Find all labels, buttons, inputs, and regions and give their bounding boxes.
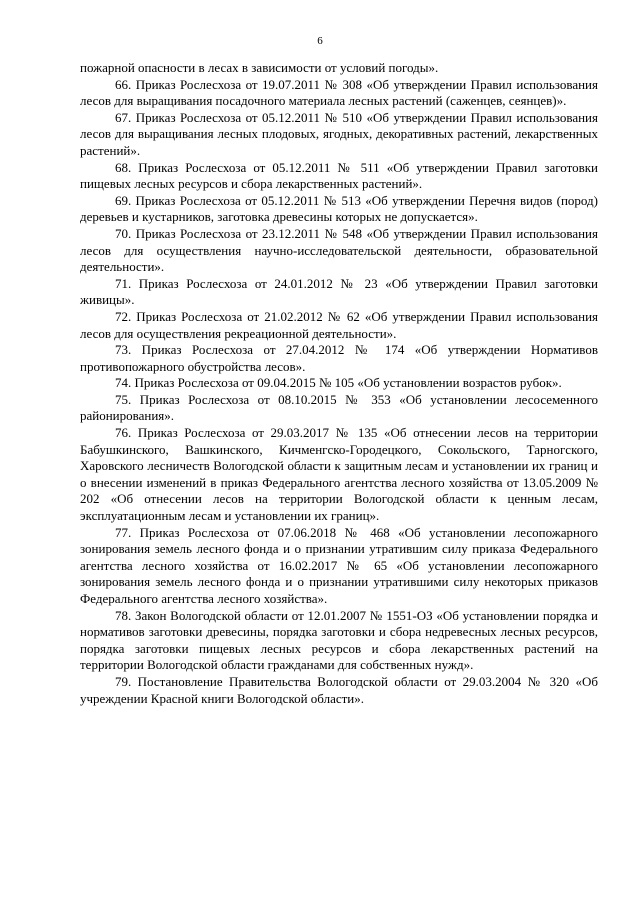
list-item-68: 68. Приказ Рослесхоза от 05.12.2011 № 511 «Об утверждении Правил заготовки пищевых лесных ресурсов и сбора лекарственных растений». [80, 159, 598, 192]
document-body [80, 60, 598, 707]
list-item-77: 77. Приказ Рослесхоза от 07.06.2018 № 468 «Об установлении лесопожарного зонирования земель лесного фонда и о признании утратившим силу приказа Федерального агентства лесного хозяйства от 16.02.2017 № 65 «Об установлении лесопожарного зонирования земель лесного фонда и о признании утратившими силу некоторых приказов Федерального агентства лесного хозяйства». [80, 524, 598, 606]
list-item-70: 70. Приказ Рослесхоза от 23.12.2011 № 548 «Об утверждении Правил использования лесов для осуществления научно-исследовательской деятельности, образовательной деятельности». [80, 225, 598, 275]
list-item-66: 66. Приказ Рослесхоза от 19.07.2011 № 308 «Об утверждении Правил использования лесов для выращивания посадочного материала лесных растений (саженцев, сеянцев)». [80, 76, 598, 109]
paragraph-continuation: пожарной опасности в лесах в зависимости от условий погоды». [80, 60, 439, 75]
page-number: 6 [317, 35, 323, 47]
list-item-76: 76. Приказ Рослесхоза от 29.03.2017 № 135 «Об отнесении лесов на территории Бабушкинского, Вашкинского, Кичменгско-Городецкого, Сокольского, Тарногского, Харовского лесничеств Вологодской области к защитным лесам и установлении их границ и о внесении изменений в приказ Федерального агентства лесного хозяйства от 13.05.2009 № 202 «Об отнесении лесов на территории Вологодской области к ценным лесам, эксплуатационным лесам и установлении их границ». [80, 425, 598, 524]
list-item-78: 78. Закон Вологодской области от 12.01.2007 № 1551-ОЗ «Об установлении порядка и нормативов заготовки древесины, порядка заготовки и сбора недревесных лесных ресурсов, порядка заготовки пищевых лесных ресурсов и сбора лекарственных растений на территории Вологодской области гражданами для собственных нужд». [80, 607, 598, 673]
list-item-74: 74. Приказ Рослесхоза от 09.04.2015 № 105 «Об установлении возрастов рубок». [115, 375, 562, 391]
list-item-79: 79. Постановление Правительства Вологодской области от 29.03.2004 № 320 «Об учреждении Красной книги Вологодской области». [80, 673, 598, 706]
list-item-67: 67. Приказ Рослесхоза от 05.12.2011 № 510 «Об утверждении Правил использования лесов для выращивания лесных плодовых, ягодных, декоративных растений, лекарственных растений». [80, 109, 598, 158]
list-item-69: 69. Приказ Рослесхоза от 05.12.2011 № 513 «Об утверждении Перечня видов (пород) деревьев и кустарников, заготовка древесины которых не допускается». [80, 192, 598, 225]
list-item-75: 75. Приказ Рослесхоза от 08.10.2015 № 353 «Об установлении лесосеменного районирования». [80, 391, 598, 424]
list-item-71: 71. Приказ Рослесхоза от 24.01.2012 № 23 «Об утверждении Правил заготовки живицы». [80, 275, 598, 308]
list-item-72: 72. Приказ Рослесхоза от 21.02.2012 № 62 «Об утверждении Правил использования лесов для осуществления рекреационной деятельности». [80, 308, 598, 341]
list-item-73: 73. Приказ Рослесхоза от 27.04.2012 № 174 «Об утверждении Нормативов противопожарного обустройства лесов». [80, 342, 598, 374]
